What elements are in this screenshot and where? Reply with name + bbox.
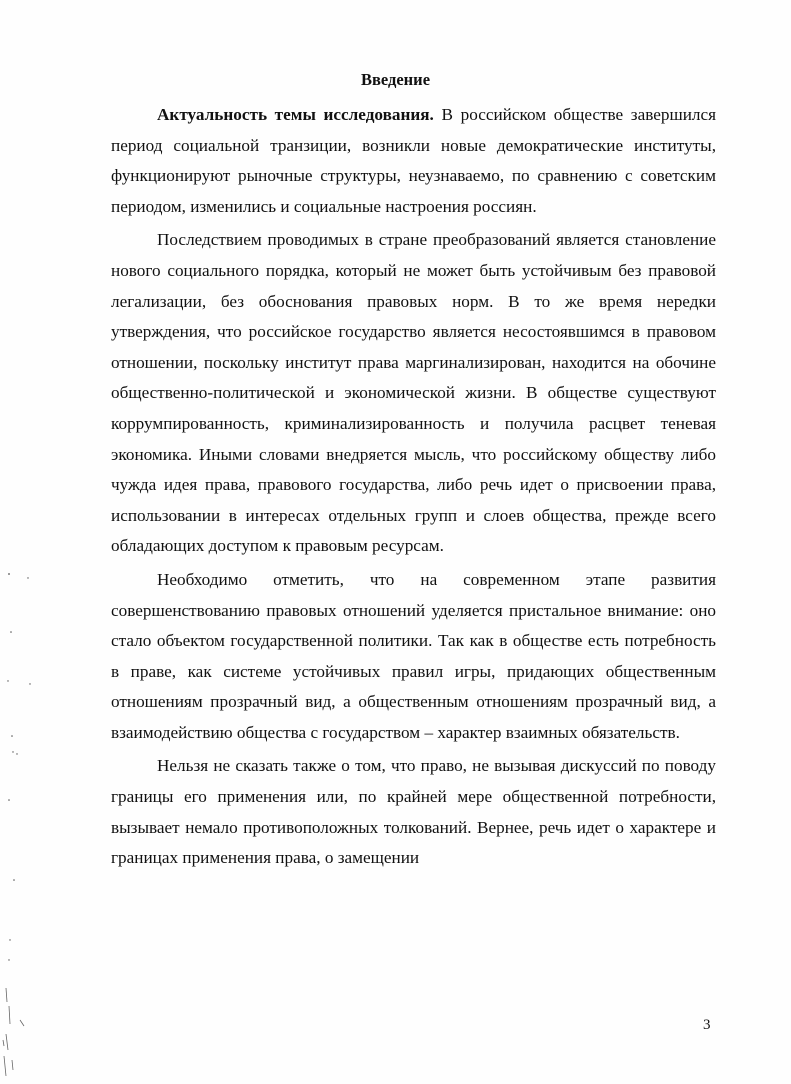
page-number: 3 <box>703 1017 711 1033</box>
paragraph-1 <box>111 100 716 222</box>
body-text <box>111 100 716 874</box>
paragraph-2 <box>111 225 716 562</box>
paragraph-1-lead: Актуальность темы исследования. <box>157 105 434 124</box>
paragraph-1-text: В российском обществе завершился период социальной транзиции, возникли новые демократические институты, функционируют рыночные структуры, неузнаваемо, по сравнению с советским периодом, изменились и социальные настроения россиян. <box>111 105 717 216</box>
page-title: Введение <box>360 70 431 89</box>
paragraph-4 <box>111 751 716 873</box>
paragraph-3 <box>111 565 716 749</box>
paragraph-3-text: Необходимо отметить, что на современном этапе развития совершенствованию правовых отношений уделяется пристальное внимание: оно стало объектом государственной политики. Так как в обществе есть потребность в праве, как системе устойчивых правил игры, придающих общественным отношениям прозрачный вид, а общественным отношениям прозрачный вид, а взаимодействию общества с государством – характер взаимных обязательств. <box>111 569 716 742</box>
paragraph-4-text: Нельзя не сказать также о том, что право, не вызывая дискуссий по поводу границы его применения или, по крайней мере общественной потребности, вызывает немало противоположных толкований. Вернее, речь идет о характере и границах применения права, о замещении <box>111 756 716 868</box>
scan-edge-marks <box>0 0 60 1084</box>
paragraph-2-text: Последствием проводимых в стране преобразований является становление нового социального порядка, который не может быть устойчивым без правовой легализации, без обоснования правовых норм. В то же время нередки утверждения, что российское государство является несостоявшимся в правовом отношении, поскольку институт права маргинализирован, находится на обочине общественно-политической и экономической жизни. В обществе существуют коррумпированность, криминализированность и получила расцвет теневая экономика. Иными словами внедряется мысль, что российскому обществу либо чужда идея права, правового государства, либо речь идет о присвоении права, использовании в интересах отдельных групп и слоев общества, прежде всего обладающих доступом к правовым ресурсам. <box>111 230 716 556</box>
